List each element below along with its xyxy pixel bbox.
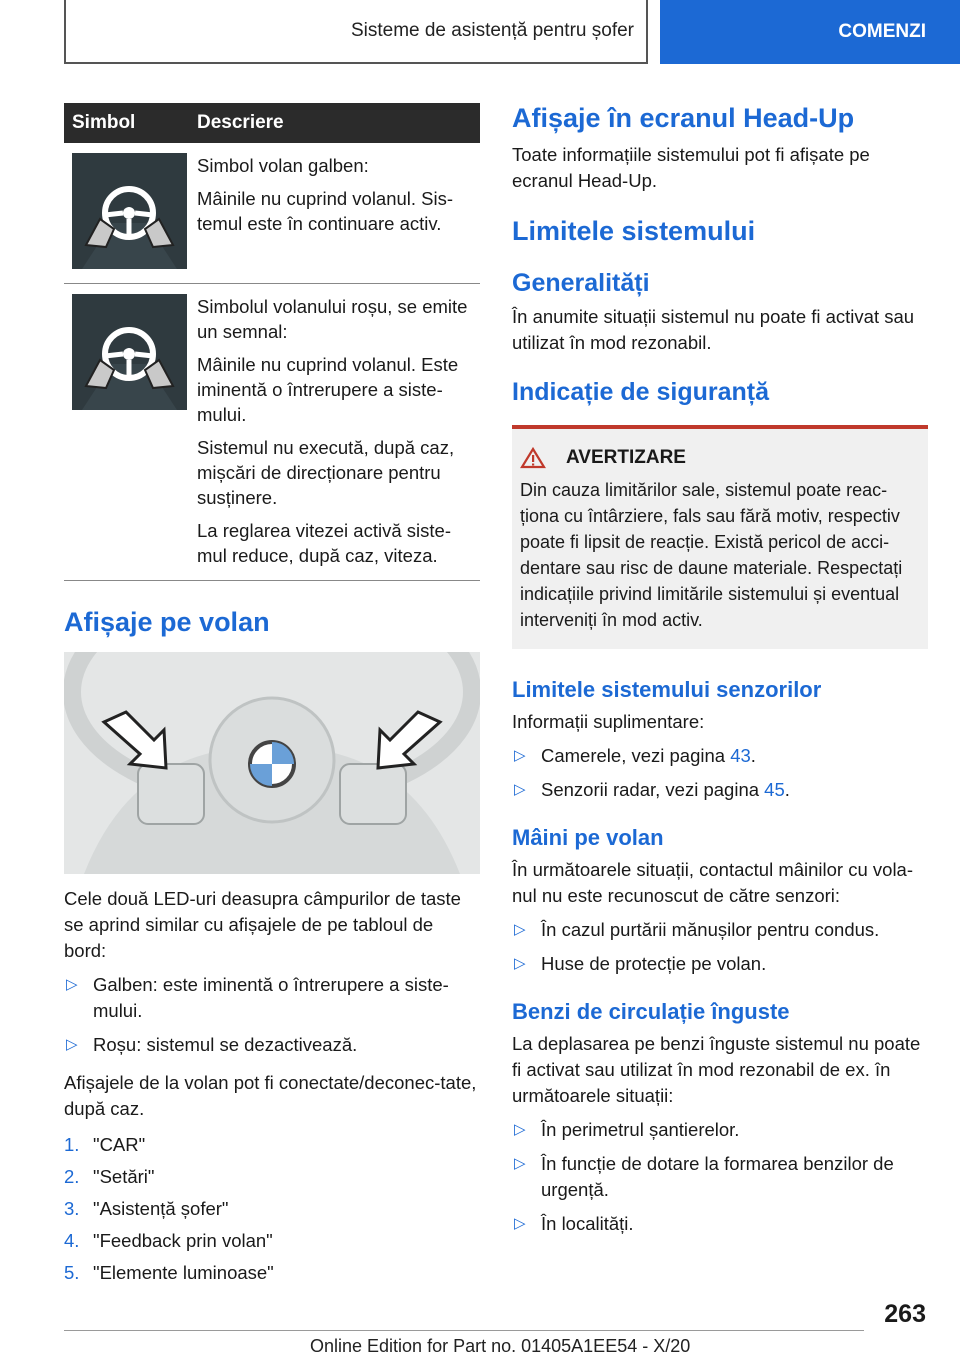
list-item xyxy=(64,1196,480,1222)
list-item xyxy=(64,1132,480,1158)
step-text: "CAR" xyxy=(93,1134,146,1155)
sensor-item-text: Senzorii radar, vezi pagina xyxy=(541,779,765,800)
warning-title-row xyxy=(520,447,918,469)
table-row xyxy=(64,284,480,581)
list-item xyxy=(512,1117,928,1143)
list-item xyxy=(512,743,928,769)
sensor-item-suffix: . xyxy=(784,779,790,800)
list-item xyxy=(512,1151,928,1203)
sensor-item-suffix: . xyxy=(750,745,756,766)
table-row xyxy=(64,143,480,284)
row1-line1: Simbol volan galben: xyxy=(197,155,369,176)
heading-hands-on-wheel: Mâini pe volan xyxy=(512,825,664,850)
heading-narrow-lanes: Benzi de circulație înguste xyxy=(512,999,790,1024)
page-number: 263 xyxy=(884,1300,926,1328)
led-red-text: Roșu: sistemul se dezactivează. xyxy=(93,1034,358,1055)
heading-safety: Indicație de siguranță xyxy=(512,378,770,406)
steering-wheel-illustration xyxy=(64,652,480,874)
row2-line3: Sistemul nu execută, după caz, mișcări de direcționare pentru susținere. xyxy=(197,437,455,508)
heading-sensor-limits: Limitele sistemului senzorilor xyxy=(512,677,822,702)
lanes-item-text: În localități. xyxy=(541,1213,634,1234)
row1-line2: Mâinile nu cuprind volanul. Sis-temul este în continuare activ. xyxy=(197,188,454,234)
header-section-label: Sisteme de asistență pentru șofer xyxy=(350,20,634,41)
step-number: 2. xyxy=(64,1166,80,1187)
connect-description: Afișajele de la volan pot fi conectate/deconec-tate, după caz. xyxy=(64,1072,477,1119)
header-chapter-label: COMENZI xyxy=(838,21,926,42)
triangle-bullet-icon: ▷ xyxy=(514,1155,526,1172)
warning-title: AVERTIZARE xyxy=(566,447,686,468)
steering-wheel-red-icon xyxy=(72,294,187,410)
led-description: Cele două LED-uri deasupra câmpurilor de taste se aprind similar cu afișajele de pe tabloul de bord: xyxy=(64,888,461,961)
header-chapter-tab[interactable] xyxy=(660,0,960,64)
row2-line1: Simbolul volanului roșu, se emite un semnal: xyxy=(197,296,468,342)
lanes-text: La deplasarea pe benzi înguste sistemul nu poate fi activat sau utilizat în mod rezonabil de ex. în următoarele situații: xyxy=(512,1033,921,1106)
triangle-bullet-icon: ▷ xyxy=(514,747,526,764)
warning-text: Din cauza limitărilor sale, sistemul poate reac-ționa cu întârziere, fals sau fără motiv, respectiv poate fi lipsit de reacție. Există pericol de acci-dentare sau risc de daune materiale. Respectați indicațiile privind limitările sistemului și eventual interveniți în mod activ. xyxy=(520,480,903,630)
footer-edition: Online Edition for Part no. 01405A1EE54 - X/20 xyxy=(310,1336,691,1356)
sensor-intro: Informații suplimentare: xyxy=(512,711,705,732)
symbol-table xyxy=(64,103,480,581)
led-list xyxy=(64,972,480,1058)
header-symbol: Simbol xyxy=(64,103,187,143)
steps-list xyxy=(64,1132,480,1286)
lanes-list xyxy=(512,1117,928,1237)
triangle-bullet-icon: ▷ xyxy=(514,955,526,972)
heading-steering-displays: Afișaje pe volan xyxy=(64,607,270,637)
triangle-bullet-icon: ▷ xyxy=(514,921,526,938)
left-column xyxy=(64,103,480,1286)
step-number: 1. xyxy=(64,1134,80,1155)
step-number: 5. xyxy=(64,1262,80,1283)
list-item xyxy=(512,917,928,943)
page-link-cameras[interactable]: 43 xyxy=(730,745,751,766)
head-up-text: Toate informațiile sistemului pot fi afișate pe ecranul Head-Up. xyxy=(512,144,870,191)
step-number: 4. xyxy=(64,1230,80,1251)
general-text: În anumite situații sistemul nu poate fi activat sau utilizat în mod rezonabil. xyxy=(512,306,915,353)
hands-list xyxy=(512,917,928,977)
triangle-bullet-icon: ▷ xyxy=(514,1215,526,1232)
step-text: "Asistență șofer" xyxy=(93,1198,229,1219)
step-number: 3. xyxy=(64,1198,80,1219)
lanes-item-text: În perimetrul șantierelor. xyxy=(541,1119,740,1140)
symbol-table-header xyxy=(64,103,480,143)
sensor-list xyxy=(512,743,928,803)
list-item xyxy=(512,777,928,803)
heading-general: Generalități xyxy=(512,269,650,297)
list-item xyxy=(64,972,480,1024)
footer-divider xyxy=(64,1330,864,1331)
warning-box xyxy=(512,425,928,649)
warning-triangle-icon xyxy=(520,447,546,469)
led-yellow-text: Galben: este iminentă o întrerupere a siste-mului. xyxy=(93,974,449,1021)
header-section-title xyxy=(64,0,648,64)
heading-system-limits: Limitele sistemului xyxy=(512,216,756,246)
hands-text: În următoarele situații, contactul mâinilor cu vola-nul nu este recunoscut de către senzori: xyxy=(512,859,914,906)
row2-line2: Mâinile nu cuprind volanul. Este iminentă o întrerupere a siste-mului. xyxy=(197,354,459,425)
step-text: "Elemente luminoase" xyxy=(93,1262,274,1283)
steering-wheel-yellow-icon xyxy=(72,153,187,269)
heading-head-up: Afișaje în ecranul Head-Up xyxy=(512,103,855,133)
list-item xyxy=(64,1164,480,1190)
list-item xyxy=(64,1228,480,1254)
triangle-bullet-icon: ▷ xyxy=(514,781,526,798)
lanes-item-text: În funcție de dotare la formarea benzilor de urgență. xyxy=(541,1153,894,1200)
step-text: "Feedback prin volan" xyxy=(93,1230,273,1251)
triangle-bullet-icon: ▷ xyxy=(66,976,78,993)
page-link-radar[interactable]: 45 xyxy=(764,779,785,800)
header-description: Descriere xyxy=(187,103,480,143)
hands-item-text: Huse de protecție pe volan. xyxy=(541,953,767,974)
hands-item-text: În cazul purtării mănușilor pentru condus. xyxy=(541,919,880,940)
triangle-bullet-icon: ▷ xyxy=(514,1121,526,1138)
step-text: "Setări" xyxy=(93,1166,155,1187)
list-item xyxy=(64,1032,480,1058)
list-item xyxy=(512,951,928,977)
sensor-item-text: Camerele, vezi pagina xyxy=(541,745,731,766)
triangle-bullet-icon: ▷ xyxy=(66,1036,78,1053)
list-item xyxy=(64,1260,480,1286)
row2-line4: La reglarea vitezei activă siste-mul reduce, după caz, viteza. xyxy=(197,520,451,566)
right-column xyxy=(512,103,928,1237)
list-item xyxy=(512,1211,928,1237)
